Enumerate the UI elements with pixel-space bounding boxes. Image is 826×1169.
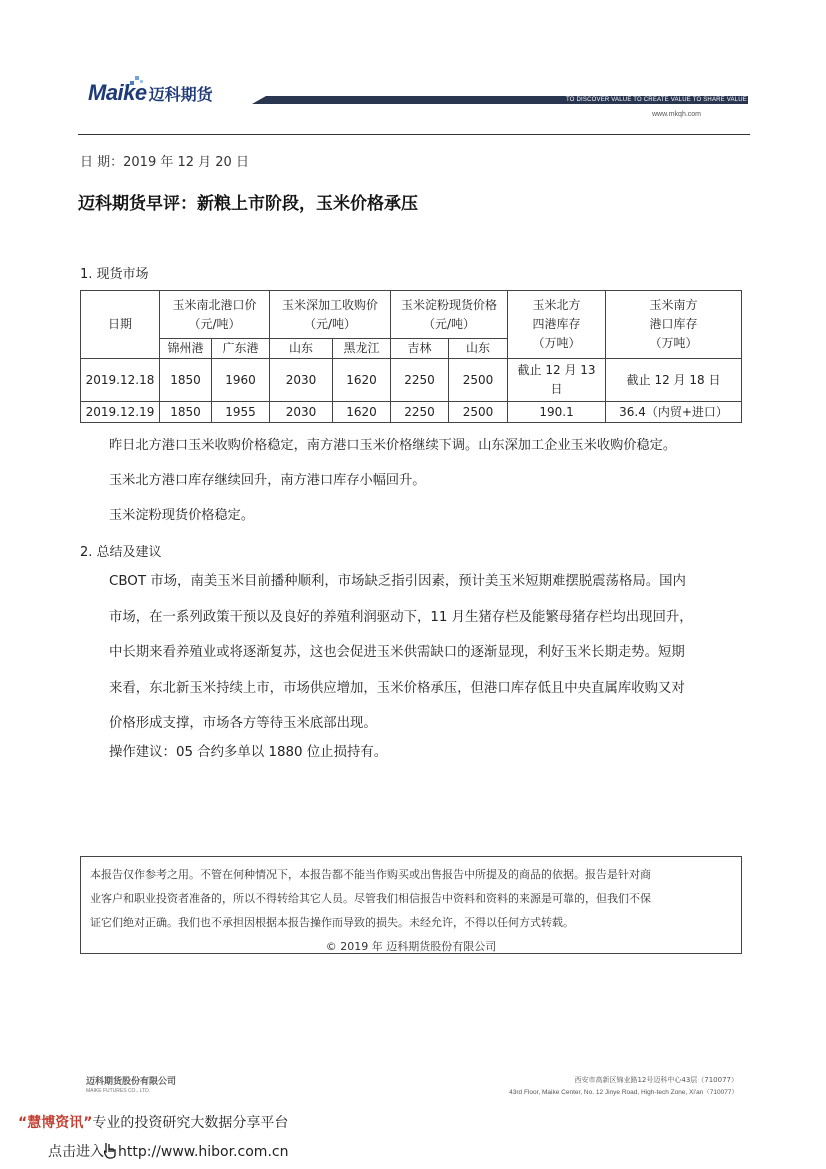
- logo-cn: 迈科期货: [148, 85, 213, 104]
- report-date: 日 期：2019 年 12 月 20 日: [80, 155, 249, 170]
- sub-header: 山东: [270, 339, 333, 359]
- summary-line: CBOT 市场，南美玉米目前播种顺利，市场缺乏指引因素，预计美玉米短期难摆脱震荡格局。国内: [109, 574, 686, 589]
- section-heading-summary: 2. 总结及建议: [80, 545, 162, 560]
- header-north-inventory: 玉米北方 四港库存 （万吨）: [508, 291, 606, 359]
- north-inventory-cell: 截止 12 月 13 日: [508, 359, 606, 402]
- sub-header: 锦州港: [160, 339, 212, 359]
- promo-click-label: 点击进入: [48, 1144, 104, 1160]
- sub-header: 山东: [449, 339, 508, 359]
- header-south-inventory: 玉米南方 港口库存 （万吨）: [606, 291, 742, 359]
- summary-line: 价格形成支撑，市场各方等待玉米底部出现。: [109, 716, 377, 731]
- disclaimer-line: 本报告仅作参考之用。不管在何种情况下，本报告都不能当作购买或出售报告中所提及的商品的依据。报告是针对商: [90, 868, 651, 881]
- spot-market-table: [80, 290, 742, 423]
- disclaimer-box: [80, 856, 742, 954]
- copyright: © 2019 年 迈科期货股份有限公司: [325, 940, 497, 953]
- promo-url-link[interactable]: http://www.hibor.com.cn: [118, 1144, 289, 1160]
- sub-header: 黑龙江: [333, 339, 391, 359]
- header-date: 日期: [81, 291, 160, 359]
- footer-company-en: MAIKE FUTURES CO., LTD.: [86, 1088, 151, 1094]
- summary-text: [109, 564, 749, 742]
- promo-link-row[interactable]: [48, 1141, 288, 1161]
- report-title: 迈科期货早评：新粮上市阶段，玉米价格承压: [78, 194, 418, 214]
- section-heading-spot: 1. 现货市场: [80, 267, 149, 282]
- pointer-hand-icon: [104, 1143, 118, 1159]
- spot-paragraph: 玉米北方港口库存继续回升，南方港口库存小幅回升。: [109, 473, 426, 488]
- header-website: www.mkqh.com: [652, 111, 702, 118]
- maike-logo: [88, 80, 213, 110]
- table-header-row-1: [81, 291, 742, 339]
- promo-tagline: 专业的投资研究大数据分享平台: [92, 1115, 289, 1131]
- promo-banner: “慧博资讯”专业的投资研究大数据分享平台: [18, 1115, 289, 1131]
- sub-header: 广东港: [212, 339, 270, 359]
- spot-paragraph: 玉米淀粉现货价格稳定。: [109, 508, 255, 523]
- summary-line: 市场，在一系列政策干预以及良好的养殖利润驱动下，11 月生猪存栏及能繁母猪存栏均出现回升，: [109, 609, 693, 625]
- header-processing-price: 玉米深加工收购价 （元/吨）: [270, 291, 391, 339]
- disclaimer-line: 证它们绝对正确。我们也不承担因根据本报告操作而导致的损失。未经允许，不得以任何方式转载。: [90, 916, 574, 929]
- header-banner-notch: [252, 96, 266, 104]
- sub-header: 吉林: [391, 339, 449, 359]
- table-row: 2019.12.18 1850 1960 2030 1620 2250 2500 截止 12 月 13 日 截止 12 月 18 日: [81, 359, 742, 402]
- header-divider: [78, 134, 750, 135]
- table-row: 2019.12.19 1850 1955 2030 1620 2250 2500 190.1 36.4（内贸+进口）: [81, 402, 742, 423]
- logo-en: Maike: [88, 80, 147, 105]
- summary-line: 来看，东北新玉米持续上市，市场供应增加，玉米价格承压，但港口库存低且中央直属库收购又对: [109, 680, 685, 696]
- footer-company-cn: 迈科期货股份有限公司: [86, 1077, 177, 1087]
- spot-paragraph: 昨日北方港口玉米收购价格稳定，南方港口玉米价格继续下调。山东深加工企业玉米收购价稳定。: [109, 438, 677, 453]
- north-inventory-cell: 190.1: [508, 402, 606, 423]
- promo-brand: 慧博资讯: [27, 1115, 84, 1131]
- disclaimer-line: 业客户和职业投资者准备的，所以不得转给其它人员。尽管我们相信报告中资料和资料的来源是可靠的，但我们不保: [90, 892, 651, 905]
- header-starch-price: 玉米淀粉现货价格 （元/吨）: [391, 291, 508, 339]
- trading-advice: 操作建议：05 合约多单以 1880 位止损持有。: [109, 745, 388, 760]
- summary-line: 中长期来看养殖业或将逐渐复苏，这也会促进玉米供需缺口的逐渐显现，利好玉米长期走势。短期: [109, 645, 685, 660]
- footer-address-cn: 西安市高新区锦业路12号迈科中心43层（710077）: [574, 1076, 738, 1084]
- header-port-price: 玉米南北港口价 （元/吨）: [160, 291, 270, 339]
- header-slogan: TO DISCOVER VALUE TO CREATE VALUE TO SHARE VALUE: [566, 97, 747, 103]
- footer-address-en: 43rd Floor, Maike Center, No. 12 Jinye Road, High-tech Zone, Xi'an（710077）: [509, 1089, 738, 1096]
